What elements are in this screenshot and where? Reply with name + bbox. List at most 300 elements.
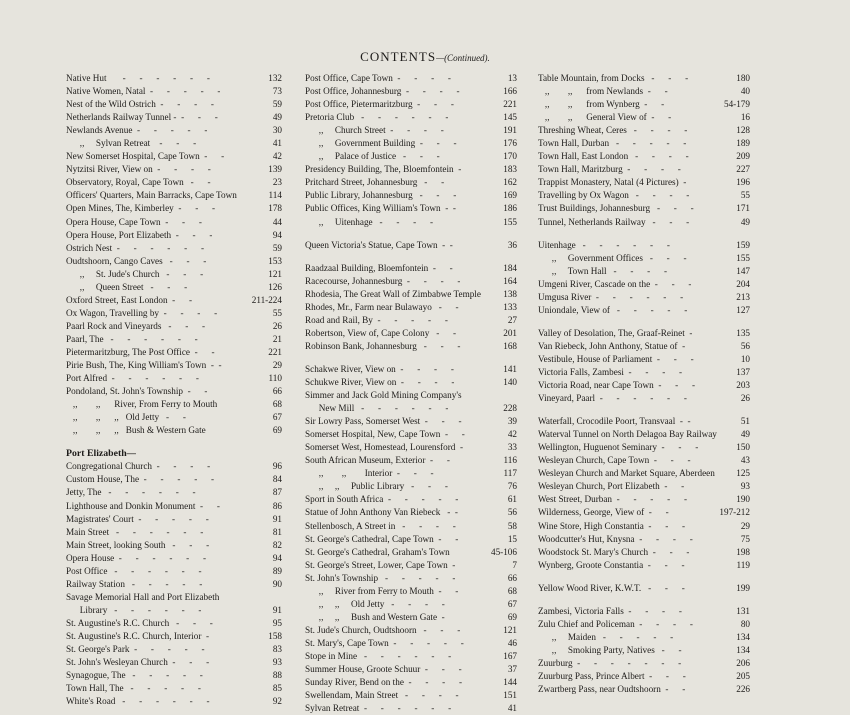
entry-title: Public Library, Johannesburg - - - <box>305 190 457 201</box>
entry-page-number: 147 <box>736 265 750 276</box>
entry-page-number: 221 <box>268 346 282 357</box>
toc-entry <box>66 372 282 385</box>
toc-entry <box>538 239 750 252</box>
entry-page-number: 90 <box>272 578 282 589</box>
entry-title: Sylvan Retreat - - - - - - <box>305 703 452 714</box>
toc-entry <box>66 473 282 486</box>
entry-page-number: 133 <box>503 301 517 312</box>
entry-page-number: 69 <box>507 611 517 622</box>
entry-page-number: 91 <box>272 604 282 615</box>
entry-title: Table Mountain, from Docks - - - <box>538 73 689 83</box>
toc-entry <box>538 441 750 454</box>
toc-entry <box>305 676 517 689</box>
entry-page-number: 170 <box>503 151 517 162</box>
entry-title: ,, Government Offices - - - <box>538 252 687 263</box>
entry-page-number: 144 <box>503 677 517 688</box>
toc-entry <box>66 359 282 372</box>
toc-entry <box>538 366 750 379</box>
entry-title: Wine Store, High Constantia - - - <box>538 520 686 531</box>
entry-page-number: 43 <box>740 455 750 466</box>
toc-entry <box>305 176 517 189</box>
entry-title: New Mill - - - - - - <box>305 403 449 414</box>
entry-page-number: 58 <box>507 520 517 531</box>
toc-entry <box>66 307 282 320</box>
entry-page-number: 26 <box>272 320 282 331</box>
toc-entry <box>66 669 282 682</box>
toc-entry <box>538 467 750 480</box>
entry-page-number: 26 <box>740 393 750 404</box>
entry-page-number: 82 <box>272 539 282 550</box>
entry-title: Zwartberg Pass, near Oudtshoorn - - <box>538 684 686 695</box>
entry-title: Pondoland, St. John's Township - - <box>66 386 208 397</box>
entry-page-number: 135 <box>736 327 750 338</box>
toc-entry <box>305 480 517 493</box>
toc-entry <box>66 617 282 630</box>
toc-entry <box>66 385 282 398</box>
entry-title: Wilderness, George, View of - - <box>538 507 669 518</box>
entry-title: Nest of the Wild Ostrich - - - - <box>66 99 214 110</box>
entry-title: Presidency Building, The, Bloemfontein - <box>305 164 462 175</box>
entry-spacer <box>66 437 282 447</box>
entry-spacer <box>538 229 750 239</box>
entry-title: Threshing Wheat, Ceres - - - - <box>538 125 688 136</box>
entry-title: Road and Rail, By - - - - - <box>305 314 448 325</box>
entry-spacer <box>305 252 517 262</box>
entry-title: Wesleyan Church, Port Elizabeth - - <box>538 481 685 492</box>
entry-title: Umgeni River, Cascade on the - - - <box>538 278 692 289</box>
entry-page-number: 211-224 <box>251 294 282 305</box>
entry-page-number: 23 <box>272 177 282 188</box>
toc-entry <box>538 150 750 163</box>
entry-title: ,, Maiden - - - - - <box>538 631 674 642</box>
toc-entry <box>66 411 282 424</box>
entry-title: Sport in South Africa - - - - - <box>305 494 459 505</box>
entry-page-number: 59 <box>272 242 282 253</box>
toc-entry <box>538 582 750 595</box>
entry-page-number: 49 <box>740 429 750 440</box>
entry-title: Public Offices, King William's Town - - <box>305 203 456 214</box>
toc-entry <box>305 454 517 467</box>
entry-title: Rhodes, Mr., Farm near Bulawayo - - <box>305 301 459 312</box>
entry-page-number: 164 <box>503 275 517 286</box>
title-text: CONTENTS <box>360 49 437 64</box>
entry-page-number: 205 <box>736 670 750 681</box>
toc-entry <box>305 288 517 301</box>
entry-title: ,, ,, Interior - - - <box>305 468 434 479</box>
toc-entry <box>305 520 517 533</box>
entry-title: Savage Memorial Hall and Port Elizabeth <box>66 591 220 602</box>
entry-title: Waterfall, Crocodile Poort, Transvaal - - <box>538 416 691 427</box>
entry-page-number: 49 <box>740 216 750 227</box>
entry-title: Zulu Chief and Policeman - - - - <box>538 618 693 629</box>
toc-entry <box>66 643 282 656</box>
entry-title: Town Hall, The - - - - - <box>66 683 201 694</box>
entry-title: Ostrich Nest - - - - - - <box>66 242 205 253</box>
entry-page-number: 178 <box>268 203 282 214</box>
entry-title: Sunday River, Bend on the - - - - <box>305 677 463 688</box>
entry-page-number: 190 <box>736 494 750 505</box>
toc-entry <box>305 585 517 598</box>
entry-title: Statue of John Anthony Van Riebeck - - <box>305 507 458 518</box>
entry-page-number: 199 <box>736 582 750 593</box>
toc-entry <box>305 637 517 650</box>
entry-page-number: 94 <box>272 552 282 563</box>
entry-page-number: 191 <box>503 125 517 136</box>
toc-entry <box>66 565 282 578</box>
entry-page-number: 55 <box>740 190 750 201</box>
toc-entry <box>538 631 750 644</box>
entry-title: Lighthouse and Donkin Monument - - <box>66 500 220 511</box>
entry-page-number: 127 <box>736 304 750 315</box>
entry-page-number: 183 <box>503 164 517 175</box>
entry-title: West Street, Durban - - - - - <box>538 494 688 505</box>
entry-title: Travelling by Ox Wagon - - - - <box>538 190 690 201</box>
entry-title: Pritchard Street, Johannesburg - - <box>305 177 445 188</box>
entry-title: Netherlands Railway Tunnel - - - - <box>66 112 218 123</box>
toc-entry <box>66 539 282 552</box>
toc-entry <box>538 189 750 202</box>
entry-page-number: 67 <box>272 412 282 423</box>
toc-entry <box>66 242 282 255</box>
entry-page-number: 140 <box>503 376 517 387</box>
entry-title: Town Hall, Durban - - - - - <box>538 138 687 149</box>
toc-entry <box>538 176 750 189</box>
toc-entry <box>66 163 282 176</box>
toc-entry <box>66 137 282 150</box>
toc-entry <box>66 216 282 229</box>
toc-entry <box>66 424 282 437</box>
toc-entry <box>66 591 282 604</box>
entry-spacer <box>538 405 750 415</box>
entry-page-number: 162 <box>503 177 517 188</box>
entry-page-number: 29 <box>272 360 282 371</box>
entry-title: Uniondale, View of - - - - - <box>538 304 688 315</box>
toc-entry <box>66 98 282 111</box>
entry-page-number: 176 <box>503 138 517 149</box>
toc-entry <box>305 415 517 428</box>
toc-entry <box>538 533 750 546</box>
entry-title: St. Jude's Church, Oudtshoorn - - - <box>305 624 461 635</box>
entry-page-number: 29 <box>740 520 750 531</box>
entry-page-number: 59 <box>272 99 282 110</box>
entry-page-number: 166 <box>503 86 517 97</box>
entry-page-number: 49 <box>272 112 282 123</box>
toc-entry <box>66 281 282 294</box>
toc-entry <box>66 460 282 473</box>
entry-title: Ox Wagon, Travelling by - - - - <box>66 307 218 318</box>
entry-title: Post Office, Pietermaritzburg - - - <box>305 99 454 110</box>
entry-page-number: 93 <box>740 481 750 492</box>
entry-page-number: 125 <box>736 468 750 479</box>
entry-title: Congregational Church - - - - <box>66 461 211 472</box>
toc-entry <box>305 428 517 441</box>
entry-title: Van Riebeck, John Anthony, Statue of - <box>538 340 686 351</box>
toc-entry <box>538 98 750 111</box>
entry-page-number: 88 <box>272 670 282 681</box>
entry-title: Trust Buildings, Johannesburg - - - <box>538 203 694 214</box>
toc-entry <box>305 202 517 215</box>
entry-page-number: 137 <box>736 366 750 377</box>
entry-title: Valley of Desolation, The, Graaf-Reinet - <box>538 327 693 338</box>
toc-entry <box>305 611 517 624</box>
entry-title: ,, ,, from Newlands - - <box>538 86 668 97</box>
toc-entry <box>305 663 517 676</box>
toc-entry <box>66 656 282 669</box>
entry-page-number: 75 <box>740 533 750 544</box>
entry-page-number: 155 <box>503 216 517 227</box>
entry-page-number: 138 <box>503 288 517 299</box>
toc-entry <box>538 683 750 696</box>
entry-title: ,, ,, ,, Bush & Western Gate <box>66 425 206 436</box>
entry-page-number: 121 <box>268 268 282 279</box>
entry-title: Main Street - - - - - - <box>66 526 204 537</box>
entry-page-number: 51 <box>740 416 750 427</box>
entry-title: Uitenhage - - - - - - <box>538 239 670 250</box>
entry-title: ,, ,, River, From Ferry to Mouth <box>66 399 218 410</box>
entry-page-number: 171 <box>736 203 750 214</box>
toc-entry <box>305 402 517 415</box>
entry-title: Victoria Falls, Zambesi - - - - <box>538 366 683 377</box>
entry-page-number: 95 <box>272 617 282 628</box>
entry-page-number: 81 <box>272 526 282 537</box>
entry-page-number: 89 <box>272 565 282 576</box>
toc-entry <box>305 467 517 480</box>
entry-page-number: 21 <box>272 333 282 344</box>
entry-page-number: 221 <box>503 99 517 110</box>
entry-page-number: 40 <box>740 86 750 97</box>
entry-title: Paarl Rock and Vineyards - - - <box>66 320 206 331</box>
entry-spacer <box>305 229 517 239</box>
toc-entry <box>305 137 517 150</box>
entry-title: Waterval Tunnel on North Delagoa Bay Railway <box>538 429 717 440</box>
toc-entry <box>538 415 750 428</box>
toc-entry <box>305 262 517 275</box>
toc-entry <box>66 124 282 137</box>
toc-entry <box>305 363 517 376</box>
toc-entry <box>305 275 517 288</box>
entry-title: Somerset West, Homestead, Lourensford - <box>305 442 464 453</box>
entry-page-number: 153 <box>268 255 282 266</box>
entry-page-number: 85 <box>272 683 282 694</box>
entry-title: Synagogue, The - - - - - <box>66 670 203 681</box>
entry-title: Main Street, looking South - - - <box>66 539 210 550</box>
toc-entry <box>538 72 750 85</box>
toc-entry <box>538 454 750 467</box>
entry-title: Port Elizabeth— <box>66 448 137 460</box>
entry-page-number: 139 <box>268 164 282 175</box>
entry-page-number: 132 <box>268 73 282 83</box>
entry-title: ,, ,, from Wynberg - - <box>538 99 665 110</box>
toc-entry <box>66 189 282 202</box>
entry-page-number: 41 <box>507 703 517 714</box>
entry-title: ,, Palace of Justice - - - <box>305 151 440 162</box>
entry-title: Pirie Bush, The, King William's Town - - <box>66 360 222 371</box>
toc-entry <box>538 353 750 366</box>
entry-page-number: 119 <box>736 559 750 570</box>
toc-entry <box>538 520 750 533</box>
toc-entry <box>305 340 517 353</box>
entry-page-number: 168 <box>503 340 517 351</box>
entry-title: Opera House, Cape Town - - - <box>66 216 202 227</box>
toc-entry <box>305 624 517 637</box>
toc-entry <box>305 376 517 389</box>
toc-entry <box>305 85 517 98</box>
toc-entry <box>538 506 750 519</box>
entry-page-number: 96 <box>272 461 282 472</box>
entry-page-number: 131 <box>736 605 750 616</box>
toc-entry <box>538 340 750 353</box>
entry-title: Stope in Mine - - - - - - <box>305 650 452 661</box>
entry-title: Tunnel, Netherlands Railway - - - <box>538 216 690 227</box>
toc-entry <box>538 605 750 618</box>
entry-page-number: 69 <box>272 425 282 436</box>
toc-entry <box>538 379 750 392</box>
entry-page-number: 61 <box>507 494 517 505</box>
entry-title: St. Augustine's R.C. Church, Interior - <box>66 630 210 641</box>
entry-title: ,, Town Hall - - - - <box>538 265 668 276</box>
entry-title: Native Hut - - - - - - <box>66 73 210 83</box>
entry-title: Woodcutter's Hut, Knysna - - - - <box>538 533 693 544</box>
entry-page-number: 126 <box>268 281 282 292</box>
toc-entry <box>305 441 517 454</box>
toc-entry <box>66 513 282 526</box>
entry-page-number: 54-179 <box>723 99 750 110</box>
entry-page-number: 158 <box>268 630 282 641</box>
entry-page-number: 30 <box>272 125 282 136</box>
toc-entry <box>305 163 517 176</box>
toc-entry <box>538 546 750 559</box>
toc-entry <box>305 493 517 506</box>
toc-entry <box>305 650 517 663</box>
entry-page-number: 186 <box>503 203 517 214</box>
entry-title: Pietermaritzburg, The Post Office - - <box>66 346 215 357</box>
entry-title: Town Hall, East London - - - - <box>538 151 689 162</box>
entry-page-number: 145 <box>503 112 517 123</box>
entry-title: Woodstock St. Mary's Church - - - <box>538 546 690 557</box>
entry-page-number: 80 <box>740 618 750 629</box>
entry-title: Robinson Bank, Johannesburg - - - <box>305 340 461 351</box>
entry-title: ,, ,, ,, Old Jetty - - <box>66 412 186 423</box>
toc-entry <box>538 291 750 304</box>
entry-title: ,, Smoking Party, Natives - - <box>538 644 682 655</box>
entry-page-number: 33 <box>507 442 517 453</box>
entry-page-number: 203 <box>736 380 750 391</box>
entry-page-number: 7 <box>512 559 517 570</box>
entry-page-number: 42 <box>272 151 282 162</box>
entry-page-number: 56 <box>740 340 750 351</box>
entry-title: Summer House, Groote Schuur - - - <box>305 664 462 675</box>
title-continued: —(Continued). <box>436 53 490 63</box>
toc-entry <box>538 559 750 572</box>
entry-page-number: 68 <box>507 585 517 596</box>
entry-title: Native Women, Natal - - - - - <box>66 86 221 97</box>
entry-title: Port Alfred - - - - - - <box>66 373 199 384</box>
entry-page-number: 67 <box>507 598 517 609</box>
entry-page-number: 228 <box>503 403 517 414</box>
toc-entry <box>66 604 282 617</box>
entry-title: ,, River from Ferry to Mouth - - <box>305 585 459 596</box>
toc-entry <box>305 301 517 314</box>
toc-entry <box>66 578 282 591</box>
toc-entry <box>66 682 282 695</box>
entry-title: Simmer and Jack Gold Mining Company's <box>305 390 462 401</box>
entry-title: St. John's Township - - - - - <box>305 572 456 583</box>
toc-entry <box>305 72 517 85</box>
entry-title: ,, Sylvan Retreat - - - <box>66 138 197 149</box>
toc-entry <box>305 533 517 546</box>
entry-title: Zambesi, Victoria Falls - - - - <box>538 605 682 616</box>
entry-page-number: 86 <box>272 500 282 511</box>
entry-page-number: 13 <box>507 73 517 83</box>
entry-page-number: 39 <box>507 416 517 427</box>
toc-entry <box>538 278 750 291</box>
entry-title: Schakwe River, View on - - - - <box>305 363 454 374</box>
entry-title: Oudtshoorn, Cango Caves - - - <box>66 255 207 266</box>
entry-title: Sir Lowry Pass, Somerset West - - - <box>305 416 462 427</box>
entry-page-number: 151 <box>503 690 517 701</box>
toc-entry <box>66 111 282 124</box>
toc-entry <box>538 327 750 340</box>
toc-entry <box>305 111 517 124</box>
entry-page-number: 84 <box>272 474 282 485</box>
entry-title: Library - - - - - - <box>66 604 202 615</box>
contents-column-3 <box>538 72 750 696</box>
entry-title: Zuurburg Pass, Prince Albert - - - <box>538 670 686 681</box>
entry-title: Zuurburg - - - - - - - <box>538 657 682 668</box>
entry-title: ,, ,, Old Jetty - - - - <box>305 598 445 609</box>
entry-title: Victoria Road, near Cape Town - - - <box>538 380 696 391</box>
toc-entry <box>538 618 750 631</box>
entry-title: Raadzaal Building, Bloemfontein - - <box>305 262 453 273</box>
entry-page-number: 66 <box>507 572 517 583</box>
entry-title: Railway Station - - - - - <box>66 578 203 589</box>
entry-title: Yellow Wood River, K.W.T. - - - <box>538 582 685 593</box>
entry-title: Custom House, The - - - - - <box>66 474 215 485</box>
entry-title: Town Hall, Maritzburg - - - - <box>538 164 681 175</box>
entry-title: Wesleyan Church and Market Square, Aberdeen <box>538 468 715 479</box>
entry-title: Post Office, Cape Town - - - - <box>305 73 451 83</box>
toc-entry <box>538 202 750 215</box>
entry-title: Jetty, The - - - - - - <box>66 487 196 498</box>
toc-entry <box>66 202 282 215</box>
entry-spacer <box>305 353 517 363</box>
toc-entry <box>538 304 750 317</box>
entry-title: Newlands Avenue - - - - - <box>66 125 208 136</box>
entry-page-number: 44 <box>272 216 282 227</box>
toc-entry <box>538 265 750 278</box>
entry-title: St. George's Street, Lower, Cape Town - <box>305 559 456 570</box>
entry-page-number: 94 <box>272 229 282 240</box>
toc-entry <box>305 506 517 519</box>
entry-page-number: 197-212 <box>719 507 750 518</box>
entry-title: Vineyard, Paarl - - - - - - <box>538 393 687 404</box>
toc-entry <box>66 346 282 359</box>
toc-entry <box>305 216 517 229</box>
entry-title: Trappist Monastery, Natal (4 Pictures) - <box>538 177 687 188</box>
contents-column-2 <box>305 72 517 715</box>
entry-title: ,, ,, Public Library - - - <box>305 481 448 492</box>
toc-entry <box>305 124 517 137</box>
entry-title: Magistrates' Court - - - - - <box>66 513 209 524</box>
toc-entry <box>538 644 750 657</box>
entry-title: Open Mines, The, Kimberley - - - <box>66 203 216 214</box>
entry-title: New Somerset Hospital, Cape Town - - <box>66 151 225 162</box>
entry-page-number: 42 <box>507 429 517 440</box>
entry-title: Opera House, Port Elizabeth - - - <box>66 229 213 240</box>
entry-page-number: 167 <box>503 650 517 661</box>
entry-page-number: 198 <box>736 546 750 557</box>
toc-entry <box>66 176 282 189</box>
